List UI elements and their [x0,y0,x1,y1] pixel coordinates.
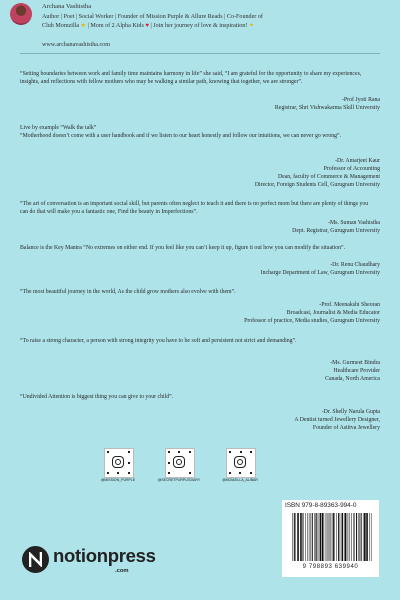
attribution-line: Healthcare Provider [333,367,380,374]
attribution-line: Broadcast, Journalist & Media Educator [286,309,380,316]
testimonial-quote: “To raise a strong character, a person with strong integrity you have to be soft and persistent not strict and demanding”. [20,338,297,344]
qr-label: @SECRETPURPLEDIARY [157,478,201,482]
attribution-line: Dept. Registrar, Gurugram University [292,227,380,234]
publisher-name: notionpress [53,545,156,566]
barcode-stripe [328,513,329,561]
attribution-line: -Dr. Renu Chaudhary [330,262,380,268]
barcode-stripe [348,513,349,561]
testimonial-attribution [275,97,380,113]
barcode-stripe [315,513,316,561]
attribution-line: -Prof Jyoti Rana [342,97,380,103]
barcode-stripe [350,513,351,561]
instagram-icon [173,456,185,468]
bio-line-1: Author | Poet | Social Worker | Founder of Mission Purple & Allure Reads | Co-Founder of [42,14,263,20]
testimonial-attribution [255,158,380,190]
testimonial-quote: “Undivided Attention is biggest thing you can give to your child”. [20,394,174,400]
author-avatar [10,3,32,25]
barcode-stripe [371,513,372,561]
barcode-stripe [356,513,357,561]
testimonial-attribution [294,409,380,433]
author-bio [42,13,392,31]
barcode-stripe [369,513,370,561]
header-divider [20,53,380,54]
barcode-stripe [344,513,346,561]
star-icon: ★ [80,22,87,29]
barcode-stripe [310,513,311,561]
testimonial-attribution [244,302,380,326]
barcode-stripe [305,513,306,561]
barcode-stripe [360,513,361,561]
barcode-number: 9 798893 639940 [302,564,359,570]
barcode-stripe [342,513,344,561]
barcode-stripe [295,513,296,561]
barcode-stripe [361,513,362,561]
barcode-stripe [312,513,313,561]
author-website[interactable]: www.archanavashistha.com [42,42,110,48]
publisher-suffix: .com [115,568,129,574]
barcode-stripe [340,513,341,561]
testimonial-quote: Balance is the Key Mantra “No extremes on either end. If you feel like you can’t keep it up, figure it out how you can modify the situation”. [20,245,346,251]
barcode-stripe [316,513,317,561]
attribution-line: Registrar, Shri Vishwakarma Skill University [274,104,380,111]
qr-label: @MOMZILLA_ALIBAR [222,478,258,482]
qr-code-mission-purple[interactable] [104,448,134,478]
barcode-stripe [320,513,322,561]
heart-icon: ♥ [145,22,149,29]
isbn-barcode [282,500,379,577]
attribution-line: -Dr. Amarjeet Kaur [335,158,380,164]
barcode-stripe [336,513,337,561]
barcode-stripe [347,513,348,561]
testimonial-attribution [292,220,380,236]
bio-join: | Join her journey of love & inspiration! [150,22,248,29]
barcode-stripe [307,513,308,561]
barcode-stripe [325,513,326,561]
barcode-stripe [363,513,364,561]
testimonial-attribution [325,360,380,384]
barcode-stripe [338,513,339,561]
barcode-stripe [292,513,293,561]
attribution-line: A Dentist turned Jewellery Designer, [294,416,380,423]
barcode-stripe [358,513,359,561]
publisher-logo [22,542,156,577]
attribution-line: Dean, faculty of Commerce & Management [277,173,380,180]
attribution-line: Canada, North America [325,375,380,382]
author-name: Archana Vashistha [42,3,92,10]
testimonial-attribution [261,262,380,278]
barcode-bars [292,513,372,561]
barcode-stripe [297,513,299,561]
testimonial-quote: Live by example “Walk the talk” “Motherhood doesn’t come with a user handbook and if we listen to our heart honestly and follow our intuitions, we can never go wrong”. [20,125,342,139]
testimonial-quote: “The most beautiful journey in the world, As the child grow mothers also evolve with them”. [20,289,236,295]
qr-code-momzilla[interactable] [226,448,256,478]
barcode-stripe [322,513,324,561]
bio-kids: | Mom of 2 Alpha Kids [87,22,144,29]
barcode-stripe [303,513,304,561]
attribution-line: Founder of Astitva Jewellery [312,424,380,431]
barcode-stripe [354,513,355,561]
sparkle-icon: ✦ [248,22,255,29]
barcode-stripe [364,513,366,561]
testimonial-quote: “Setting boundaries between work and family time maintains harmony in life” she said, “I am grateful for the opportunity to share my experiences, insights, and reflections with fellow mothers who may be walking a similar path, knowing that together, we are stronger”. [20,71,362,85]
instagram-icon [112,456,124,468]
barcode-stripe [330,513,331,561]
notionpress-logo-icon [22,546,49,573]
barcode-stripe [300,513,302,561]
isbn-text: ISBN 979-8-89363-994-0 [285,502,357,509]
attribution-line: -Ms. Suman Vashistha [328,220,380,226]
barcode-stripe [327,513,328,561]
attribution-line: Professor of Accounting [323,165,380,172]
attribution-line: -Dr. Shelly Narula Gupta [321,409,380,415]
barcode-stripe [314,513,315,561]
attribution-line: -Prof. Meenakshi Sheoran [319,302,380,308]
attribution-line: Professor of practice, Media studies, Gurugram University [244,317,380,324]
qr-label: @MISSION_PURPLE [100,478,136,482]
barcode-stripe [335,513,336,561]
attribution-line: Incharge Department of Law, Gurugram University [260,269,380,276]
author-header [10,3,395,48]
barcode-stripe [294,513,295,561]
barcode-stripe [319,513,320,561]
attribution-line: -Ms. Gurmeet Bindra [330,360,380,366]
barcode-stripe [332,513,333,561]
barcode-stripe [366,513,368,561]
barcode-stripe [353,513,354,561]
barcode-stripe [351,513,352,561]
barcode-stripe [309,513,310,561]
qr-code-secret-purple-diary[interactable] [165,448,195,478]
barcode-stripe [333,513,334,561]
bio-club: Club Momzilla [42,22,80,29]
attribution-line: Director, Foreign Students Cell, Gurugram University [254,181,380,188]
instagram-icon [234,456,246,468]
barcode-stripe [329,513,330,561]
barcode-stripe [302,513,303,561]
testimonial-quote: “The art of conversation is an important social skill, but parents often neglect to teach it and there is no perfect mom but there are plenty of things you can do that will make you a fantastic one, Find the beauty in Imperfections”. [20,201,369,215]
